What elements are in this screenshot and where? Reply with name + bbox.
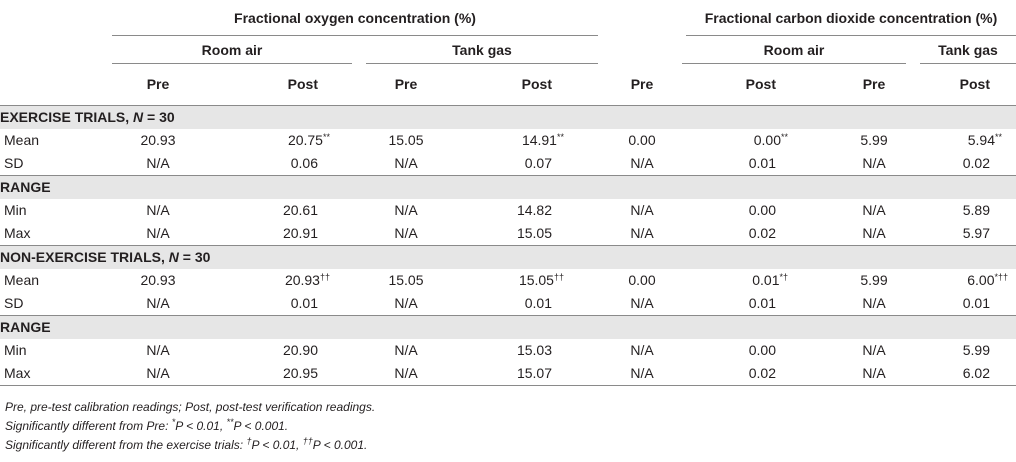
table-cell: N/A <box>630 295 654 311</box>
section-title: RANGE <box>0 175 1016 199</box>
table-cell: 5.89 <box>962 202 990 218</box>
table-cell: 0.02 <box>748 225 776 241</box>
col-co2-tank-post: Post <box>959 76 990 93</box>
table-cell: N/A <box>394 202 418 218</box>
table-cell: N/A <box>602 362 682 386</box>
col-o2-tank-post: Post <box>521 76 552 93</box>
table-cell: 20.91 <box>282 225 318 241</box>
table-cell: 20.61 <box>282 202 318 218</box>
table-cell: N/A <box>630 202 654 218</box>
table-cell: N/A <box>146 295 170 311</box>
table-cell: N/A <box>394 342 418 358</box>
table-cell: 15.05 <box>516 225 552 241</box>
table-cell: N/A <box>394 225 418 241</box>
col-o2-room-pre: Pre <box>146 76 170 93</box>
section-header-row <box>0 105 1016 129</box>
col-o2-tank-pre: Pre <box>394 76 418 93</box>
table-cell: N/A <box>108 362 208 386</box>
table-row <box>0 222 1016 246</box>
table-cell: 0.01 <box>962 295 990 311</box>
table-row <box>0 292 1016 316</box>
table-cell: N/A <box>828 362 920 386</box>
table-cell: 0.01 <box>290 295 318 311</box>
table-cell: N/A <box>146 155 170 171</box>
table-cell: 20.93 <box>140 272 176 288</box>
table-cell: N/A <box>630 342 654 358</box>
o2-tank-gas-header: Tank gas <box>366 36 598 64</box>
table-cell: 15.03 <box>516 342 552 358</box>
table-cell: N/A <box>630 155 654 171</box>
row-label: Mean <box>4 132 40 148</box>
table-cell: 14.91** <box>521 132 564 148</box>
table-cell: 0.00 <box>748 202 776 218</box>
row-label: SD <box>4 295 24 311</box>
table-row <box>0 129 1016 152</box>
footnote-abbreviations: Pre, pre-test calibration readings; Post, post-test verification readings. <box>5 400 376 414</box>
table-cell: 5.97 <box>962 225 990 241</box>
table-cell: N/A <box>862 295 886 311</box>
table-cell: 0.01 <box>748 295 776 311</box>
table-cell: 0.00 <box>628 132 656 148</box>
oxygen-group-header: Fractional oxygen concentration (%) <box>112 0 598 36</box>
section-title: EXERCISE TRIALS, N = 30 <box>0 105 1016 129</box>
significance-mark: ** <box>780 132 788 142</box>
table-row <box>0 339 1016 362</box>
table-cell: 0.00 <box>748 342 776 358</box>
table-cell: 0.01 <box>524 295 552 311</box>
o2-room-air-header: Room air <box>112 36 352 64</box>
section-header-row <box>0 245 1016 269</box>
table-row <box>0 199 1016 222</box>
table-cell: N/A <box>862 202 886 218</box>
table-cell: 20.95 <box>208 362 366 386</box>
table-cell: 0.02 <box>962 155 990 171</box>
table-cell: N/A <box>394 155 418 171</box>
significance-mark: *†† <box>994 272 1008 282</box>
table-row <box>0 152 1016 176</box>
table-row <box>0 362 1016 386</box>
table-cell: N/A <box>862 225 886 241</box>
table-cell: 15.05†† <box>518 272 564 288</box>
table-cell: 15.05 <box>388 132 424 148</box>
row-label: Min <box>4 342 27 358</box>
row-label: Max <box>4 225 31 241</box>
significance-mark: ** <box>322 132 330 142</box>
row-label: Mean <box>4 272 40 288</box>
table-cell: 0.06 <box>290 155 318 171</box>
footnote-significance-exercise: Significantly different from the exercise trials: †P < 0.01, ††P < 0.001. <box>5 436 368 452</box>
table-cell: 20.75** <box>287 132 330 148</box>
header-group-row <box>0 0 1016 36</box>
table-cell: 5.99 <box>962 342 990 358</box>
col-co2-room-pre: Pre <box>630 76 654 93</box>
table-cell: 5.99 <box>860 272 888 288</box>
row-label: Max <box>0 362 108 386</box>
significance-mark: *† <box>779 272 788 282</box>
significance-mark: †† <box>553 272 564 282</box>
table-footnotes <box>5 398 375 455</box>
table-cell: N/A <box>862 342 886 358</box>
table-cell: 15.07 <box>446 362 602 386</box>
col-o2-room-post: Post <box>287 76 318 93</box>
table-cell: 20.93 <box>140 132 176 148</box>
co2-tank-gas-header: Tank gas <box>920 36 1016 64</box>
table-cell: N/A <box>366 362 446 386</box>
table-cell: 20.93†† <box>284 272 330 288</box>
table-cell: N/A <box>146 342 170 358</box>
table-cell: 0.00 <box>628 272 656 288</box>
table-cell: N/A <box>394 295 418 311</box>
significance-mark: ** <box>556 132 564 142</box>
table-cell: N/A <box>630 225 654 241</box>
table-cell: 5.94** <box>967 132 1002 148</box>
significance-mark: †† <box>319 272 330 282</box>
table-cell: 6.00*†† <box>967 272 1008 288</box>
section-title: NON-EXERCISE TRIALS, N = 30 <box>0 245 1016 269</box>
header-sub-row <box>0 36 1016 64</box>
co2-room-air-header: Room air <box>682 36 906 64</box>
table-cell: 20.90 <box>282 342 318 358</box>
table-cell: 0.00** <box>753 132 788 148</box>
footnote-significance-pre: Significantly different from Pre: *P < 0.01, **P < 0.001. <box>5 417 289 433</box>
table-cell: 0.01 <box>748 155 776 171</box>
col-co2-room-post: Post <box>745 76 776 93</box>
co2-group-header: Fractional carbon dioxide concentration (%) <box>686 0 1016 36</box>
table-cell: 0.02 <box>682 362 828 386</box>
header-column-row <box>0 64 1016 105</box>
section-header-row <box>0 175 1016 199</box>
table-cell: N/A <box>862 155 886 171</box>
table-cell: 15.05 <box>388 272 424 288</box>
table-cell: 0.01*† <box>752 272 788 288</box>
table-cell: N/A <box>146 202 170 218</box>
table-row <box>0 269 1016 292</box>
significance-mark: ** <box>994 132 1002 142</box>
table-cell: 5.99 <box>860 132 888 148</box>
table-cell: 6.02 <box>920 362 1016 386</box>
row-label: SD <box>4 155 24 171</box>
col-co2-tank-pre: Pre <box>862 76 886 93</box>
table-cell: N/A <box>146 225 170 241</box>
row-label: Min <box>4 202 27 218</box>
table-cell: 0.07 <box>524 155 552 171</box>
table-cell: 14.82 <box>516 202 552 218</box>
section-header-row <box>0 315 1016 339</box>
section-title: RANGE <box>0 315 1016 339</box>
